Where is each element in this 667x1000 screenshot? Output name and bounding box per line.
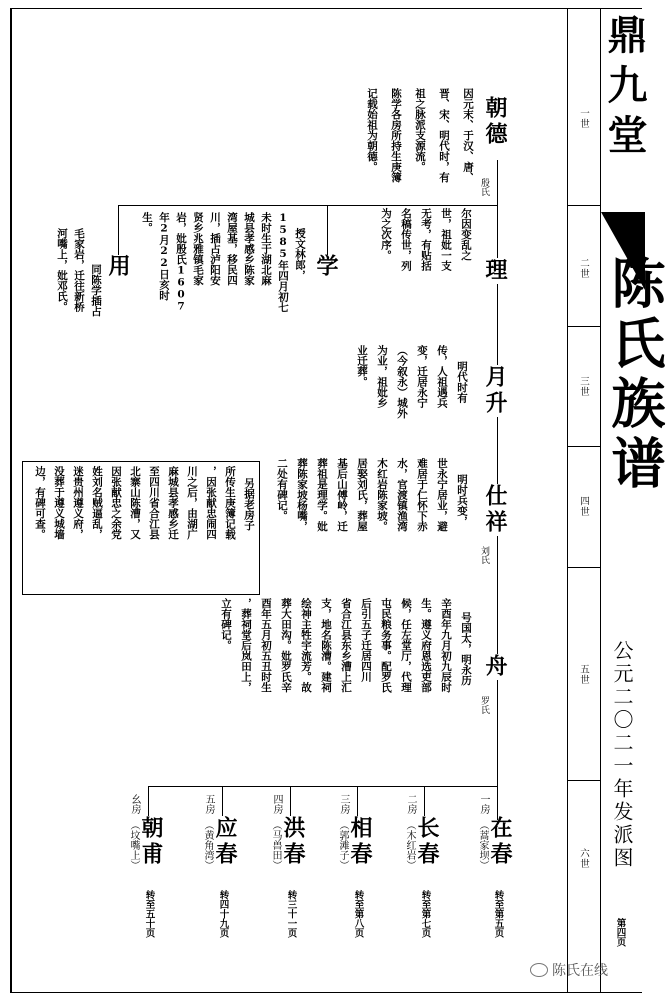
spouse-zhou: 罗氏	[479, 696, 489, 714]
note-yong: 同陈学插占 毛家岩，迁往新桥 河嘴上，妣邓氏。	[56, 228, 102, 317]
son-column	[474, 790, 520, 970]
son-page-ref: 转至第七页	[419, 890, 431, 938]
son-column	[401, 790, 447, 970]
son-place: （郭滩子）	[337, 820, 348, 870]
person-yong: 用	[105, 254, 131, 280]
page-number: 第四页	[614, 918, 626, 947]
gen-divider	[567, 780, 601, 781]
son-page-ref: 转三十一页	[285, 890, 297, 938]
person-li: 理	[482, 258, 508, 284]
generation-3: 三世	[578, 376, 589, 397]
generation-5: 五世	[578, 664, 589, 685]
spouse-chaode: 殷氏	[479, 178, 489, 196]
son-rank: 三房	[338, 794, 349, 814]
son-name: 洪春	[280, 816, 306, 868]
frame-bottom	[10, 992, 642, 993]
spouse-shixiang: 刘氏	[479, 546, 489, 564]
son-page-ref: 转至第八页	[352, 890, 364, 938]
son-place: （黄角湾）	[202, 820, 213, 870]
son-page-ref: 转至五十页	[143, 890, 155, 938]
generation-column-left	[567, 8, 568, 993]
branch-line-sons	[148, 786, 498, 787]
watermark	[530, 960, 608, 980]
son-rank: 五房	[203, 794, 214, 814]
generation-1: 一世	[578, 108, 589, 129]
son-name: 应春	[212, 816, 238, 868]
generation-4: 四世	[578, 496, 589, 517]
person-xue: 学	[313, 254, 339, 280]
son-rank: 四房	[271, 794, 282, 814]
branch-line-gen2	[118, 205, 498, 206]
branch-drop	[327, 205, 328, 255]
header-subtitle: 公元二〇二一年发派图	[610, 640, 634, 870]
person-shixiang: 仕祥	[482, 484, 508, 536]
header-title: 陈氏族谱	[603, 255, 667, 495]
son-column	[125, 790, 171, 970]
note-box: 另据老房子 所传生庚簿记载 ，因张献忠闹四 川之后，由湖广 麻城县孝感乡迁 至四川省合江县 北寨山陈漕，又 因张献忠之余党 姓刘名贼逼乱， 迷贵州遵义府， 没葬于遵义城墙 边，有碑可查。	[22, 461, 260, 595]
son-page-ref: 转至第五页	[492, 890, 504, 938]
note-shixiang: 明时兵变， 世永宁居业，避 难居于仁怀下赤 水，官渡镇渔湾 木红岩陈家坡。 居娶刘氏，葬屋 基后山傅岭，迁 葬祖是理学。妣 葬陈家坡杨嘴， 二处有碑记。	[276, 458, 468, 532]
wechat-icon	[530, 963, 548, 977]
son-rank: 二房	[405, 794, 416, 814]
son-name: 相春	[347, 816, 373, 868]
generation-2: 二世	[578, 258, 589, 279]
son-place: （木红岩）	[404, 820, 415, 870]
son-page-ref: 转四十九页	[217, 890, 229, 938]
person-chaode: 朝德	[482, 96, 508, 148]
note-li: 尔因变乱之 世，祖妣一支 无考，有贴括 名稿传世，列 为之次序。	[380, 208, 472, 271]
son-rank: 幺房	[129, 794, 140, 814]
gen-divider	[567, 326, 601, 327]
person-yuesheng: 月升	[482, 365, 508, 417]
gen-divider	[567, 205, 601, 206]
note-chaode: 因元末、于汉、唐、 晋、宋、明代时，有 祖之脉派支源流。 陈学各房所持生庚簿 记载始祖为朝德。	[366, 88, 474, 183]
son-place: （马兽田）	[270, 820, 281, 870]
watermark-text: 陈氏在线	[552, 963, 608, 979]
note-yuesheng: 明代时有 传，人祖遇兵 变，迁居永宁 （今叙永）城外 为业，祖妣乡 业迁葬。	[356, 345, 468, 419]
son-column	[334, 790, 380, 970]
son-name: 长春	[414, 816, 440, 868]
branch-drop	[118, 205, 119, 255]
son-column	[199, 790, 245, 970]
person-zhou: 舟	[482, 654, 508, 680]
frame-left	[10, 8, 12, 993]
generation-6: 六世	[578, 848, 589, 869]
son-rank: 一房	[478, 794, 489, 814]
header-fragment: 鼎九堂	[601, 14, 648, 164]
gen-divider	[567, 567, 601, 568]
son-place: （蒿家坝）	[477, 820, 488, 870]
note-zhou: 号国太，明永历 辛酉年九月初九辰时 生。遵义府恩选吏部 候，任左堂厅，代理 屯民粮务事。配罗氏 后引五子迁居四川 省合江县东乡漕上汇 支，地名陈漕。建祠 绘神主牲宇流芳。故 葬大田沟。妣罗氏辛 酉年五月初五丑时生 ，葬祠堂后岚田上， 立有碑记。	[220, 598, 472, 693]
son-name: 朝甫	[138, 816, 164, 868]
note-xue: 授文林郎， 1585年四月初七 未时生于湖北麻 城县孝感乡陈家 湾屋基，移民四 川，插占泸阳安 贤乡兆雅镇毛家 岩，妣殷氏1607 年2月22日亥时 生。	[141, 212, 306, 313]
son-name: 在春	[487, 816, 513, 868]
frame-top	[10, 8, 642, 9]
son-column	[267, 790, 313, 970]
son-place: （坟嘴上）	[128, 820, 139, 870]
gen-divider	[567, 446, 601, 447]
